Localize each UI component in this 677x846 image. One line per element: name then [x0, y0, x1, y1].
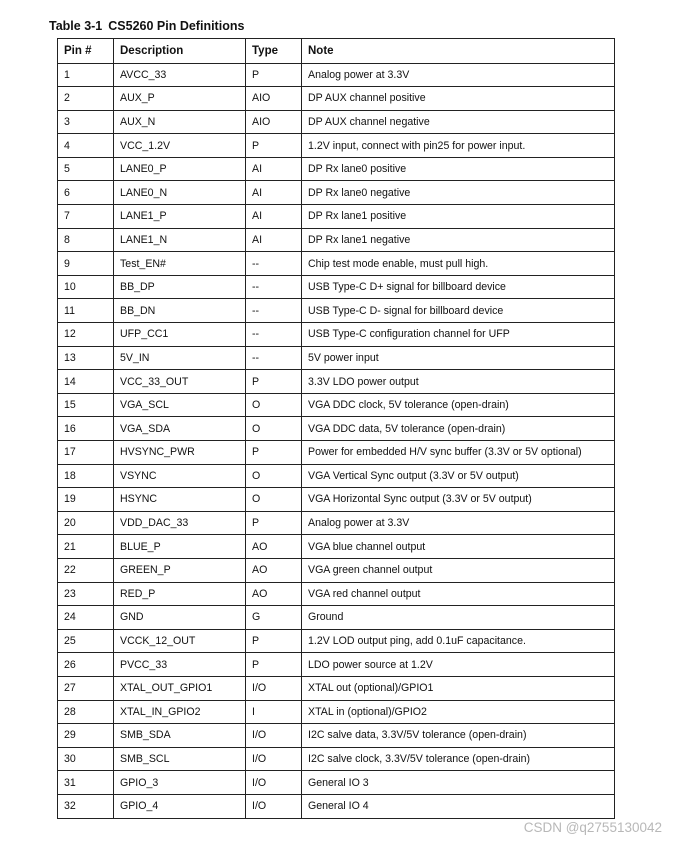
cell-type: I/O: [246, 794, 302, 818]
cell-type: O: [246, 488, 302, 512]
cell-pin: 1: [58, 63, 114, 87]
cell-pin: 10: [58, 275, 114, 299]
table-row: [58, 724, 615, 748]
cell-description: PVCC_33: [114, 653, 246, 677]
cell-pin: 27: [58, 676, 114, 700]
cell-type: P: [246, 629, 302, 653]
cell-note: USB Type-C configuration channel for UFP: [302, 323, 615, 347]
cell-description: GND: [114, 606, 246, 630]
cell-description: SMB_SCL: [114, 747, 246, 771]
cell-pin: 24: [58, 606, 114, 630]
cell-note: General IO 4: [302, 794, 615, 818]
table-row: [58, 606, 615, 630]
cell-note: Ground: [302, 606, 615, 630]
cell-note: USB Type-C D- signal for billboard device: [302, 299, 615, 323]
cell-type: --: [246, 346, 302, 370]
cell-pin: 14: [58, 370, 114, 394]
cell-note: DP Rx lane0 positive: [302, 157, 615, 181]
cell-note: Power for embedded H/V sync buffer (3.3V or 5V optional): [302, 441, 615, 465]
table-row: [58, 134, 615, 158]
cell-description: HSYNC: [114, 488, 246, 512]
table-row: [58, 535, 615, 559]
cell-description: LANE1_N: [114, 228, 246, 252]
cell-pin: 19: [58, 488, 114, 512]
cell-note: VGA blue channel output: [302, 535, 615, 559]
cell-note: 5V power input: [302, 346, 615, 370]
cell-description: XTAL_OUT_GPIO1: [114, 676, 246, 700]
cell-note: Chip test mode enable, must pull high.: [302, 252, 615, 276]
table-row: [58, 700, 615, 724]
cell-description: BB_DP: [114, 275, 246, 299]
cell-description: VCCK_12_OUT: [114, 629, 246, 653]
table-row: [58, 653, 615, 677]
cell-description: VDD_DAC_33: [114, 511, 246, 535]
cell-note: XTAL in (optional)/GPIO2: [302, 700, 615, 724]
cell-note: Analog power at 3.3V: [302, 63, 615, 87]
cell-description: LANE1_P: [114, 205, 246, 229]
cell-pin: 21: [58, 535, 114, 559]
header-description: Description: [114, 39, 246, 64]
table-title: CS5260 Pin Definitions: [108, 19, 245, 33]
table-number: Table 3-1: [49, 19, 103, 33]
cell-pin: 25: [58, 629, 114, 653]
cell-note: Analog power at 3.3V: [302, 511, 615, 535]
cell-pin: 30: [58, 747, 114, 771]
cell-note: VGA Horizontal Sync output (3.3V or 5V output): [302, 488, 615, 512]
cell-note: 3.3V LDO power output: [302, 370, 615, 394]
cell-description: AUX_N: [114, 110, 246, 134]
cell-description: RED_P: [114, 582, 246, 606]
cell-description: VGA_SDA: [114, 417, 246, 441]
cell-type: AIO: [246, 110, 302, 134]
cell-description: VCC_1.2V: [114, 134, 246, 158]
table-row: [58, 228, 615, 252]
cell-type: P: [246, 134, 302, 158]
cell-type: AI: [246, 181, 302, 205]
cell-note: VGA red channel output: [302, 582, 615, 606]
table-row: [58, 582, 615, 606]
cell-type: AO: [246, 558, 302, 582]
cell-type: I/O: [246, 747, 302, 771]
cell-type: AI: [246, 157, 302, 181]
cell-pin: 12: [58, 323, 114, 347]
cell-pin: 16: [58, 417, 114, 441]
cell-note: DP Rx lane1 negative: [302, 228, 615, 252]
cell-description: BLUE_P: [114, 535, 246, 559]
cell-pin: 11: [58, 299, 114, 323]
cell-type: I/O: [246, 724, 302, 748]
header-note: Note: [302, 39, 615, 64]
table-header-row: [58, 39, 615, 64]
cell-description: UFP_CC1: [114, 323, 246, 347]
table-row: [58, 558, 615, 582]
table-row: [58, 323, 615, 347]
table-row: [58, 87, 615, 111]
cell-pin: 31: [58, 771, 114, 795]
cell-description: BB_DN: [114, 299, 246, 323]
cell-pin: 32: [58, 794, 114, 818]
table-row: [58, 771, 615, 795]
cell-note: I2C salve clock, 3.3V/5V tolerance (open-drain): [302, 747, 615, 771]
cell-description: HVSYNC_PWR: [114, 441, 246, 465]
cell-type: I/O: [246, 771, 302, 795]
cell-type: I/O: [246, 676, 302, 700]
cell-note: I2C salve data, 3.3V/5V tolerance (open-drain): [302, 724, 615, 748]
cell-pin: 23: [58, 582, 114, 606]
table-row: [58, 181, 615, 205]
table-row: [58, 417, 615, 441]
cell-pin: 4: [58, 134, 114, 158]
cell-description: GPIO_4: [114, 794, 246, 818]
cell-type: --: [246, 252, 302, 276]
cell-pin: 20: [58, 511, 114, 535]
table-row: [58, 205, 615, 229]
table-row: [58, 747, 615, 771]
table-row: [58, 63, 615, 87]
cell-pin: 5: [58, 157, 114, 181]
cell-type: P: [246, 653, 302, 677]
table-row: [58, 629, 615, 653]
cell-note: VGA Vertical Sync output (3.3V or 5V output): [302, 464, 615, 488]
table-row: [58, 441, 615, 465]
table-caption: [49, 19, 244, 33]
cell-type: --: [246, 275, 302, 299]
cell-type: P: [246, 441, 302, 465]
cell-pin: 29: [58, 724, 114, 748]
cell-pin: 7: [58, 205, 114, 229]
table-row: [58, 346, 615, 370]
table-row: [58, 393, 615, 417]
cell-note: LDO power source at 1.2V: [302, 653, 615, 677]
cell-pin: 8: [58, 228, 114, 252]
cell-type: AI: [246, 205, 302, 229]
cell-pin: 22: [58, 558, 114, 582]
cell-type: O: [246, 464, 302, 488]
cell-note: VGA green channel output: [302, 558, 615, 582]
cell-description: 5V_IN: [114, 346, 246, 370]
cell-type: AI: [246, 228, 302, 252]
cell-description: VGA_SCL: [114, 393, 246, 417]
cell-description: LANE0_P: [114, 157, 246, 181]
cell-pin: 2: [58, 87, 114, 111]
cell-type: O: [246, 417, 302, 441]
cell-type: P: [246, 63, 302, 87]
cell-type: P: [246, 511, 302, 535]
cell-pin: 18: [58, 464, 114, 488]
cell-note: 1.2V LOD output ping, add 0.1uF capacitance.: [302, 629, 615, 653]
cell-type: --: [246, 323, 302, 347]
header-pin: Pin #: [58, 39, 114, 64]
table-row: [58, 464, 615, 488]
cell-description: AVCC_33: [114, 63, 246, 87]
cell-note: 1.2V input, connect with pin25 for power input.: [302, 134, 615, 158]
cell-note: VGA DDC clock, 5V tolerance (open-drain): [302, 393, 615, 417]
cell-note: USB Type-C D+ signal for billboard device: [302, 275, 615, 299]
header-type: Type: [246, 39, 302, 64]
cell-note: General IO 3: [302, 771, 615, 795]
cell-type: O: [246, 393, 302, 417]
cell-pin: 6: [58, 181, 114, 205]
cell-type: AIO: [246, 87, 302, 111]
cell-note: DP Rx lane0 negative: [302, 181, 615, 205]
cell-pin: 28: [58, 700, 114, 724]
table-row: [58, 370, 615, 394]
cell-type: G: [246, 606, 302, 630]
cell-description: LANE0_N: [114, 181, 246, 205]
table-row: [58, 275, 615, 299]
table-row: [58, 794, 615, 818]
cell-pin: 3: [58, 110, 114, 134]
table-row: [58, 676, 615, 700]
cell-type: I: [246, 700, 302, 724]
cell-description: VSYNC: [114, 464, 246, 488]
cell-description: GREEN_P: [114, 558, 246, 582]
cell-type: --: [246, 299, 302, 323]
cell-pin: 17: [58, 441, 114, 465]
table-row: [58, 488, 615, 512]
table-body: [58, 63, 615, 818]
cell-type: P: [246, 370, 302, 394]
cell-pin: 15: [58, 393, 114, 417]
table-row: [58, 157, 615, 181]
cell-pin: 9: [58, 252, 114, 276]
pin-definitions-table: [57, 38, 615, 819]
cell-description: SMB_SDA: [114, 724, 246, 748]
cell-description: XTAL_IN_GPIO2: [114, 700, 246, 724]
cell-description: GPIO_3: [114, 771, 246, 795]
cell-note: DP Rx lane1 positive: [302, 205, 615, 229]
cell-note: XTAL out (optional)/GPIO1: [302, 676, 615, 700]
table-row: [58, 299, 615, 323]
cell-note: DP AUX channel negative: [302, 110, 615, 134]
cell-pin: 26: [58, 653, 114, 677]
cell-description: VCC_33_OUT: [114, 370, 246, 394]
cell-note: DP AUX channel positive: [302, 87, 615, 111]
watermark: CSDN @q2755130042: [523, 820, 662, 835]
cell-description: AUX_P: [114, 87, 246, 111]
cell-type: AO: [246, 582, 302, 606]
table-row: [58, 252, 615, 276]
cell-note: VGA DDC data, 5V tolerance (open-drain): [302, 417, 615, 441]
cell-type: AO: [246, 535, 302, 559]
table-row: [58, 110, 615, 134]
table-row: [58, 511, 615, 535]
cell-description: Test_EN#: [114, 252, 246, 276]
cell-pin: 13: [58, 346, 114, 370]
